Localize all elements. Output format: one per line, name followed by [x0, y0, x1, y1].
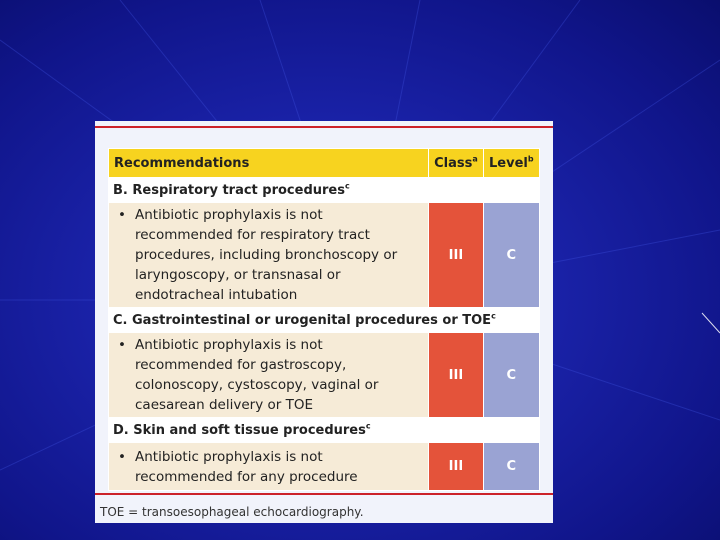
- header-class-sup: a: [472, 154, 478, 164]
- bullet-icon: •: [118, 207, 126, 223]
- section-b-title: B. Respiratory tract procedures$^c$: [109, 178, 540, 203]
- decorative-diagonal-line: [702, 313, 720, 333]
- recommendations-table: [108, 148, 540, 491]
- header-recommendations: Recommendations: [109, 149, 429, 178]
- header-class: Class$^a$: [429, 149, 483, 178]
- section-c-text: Antibiotic prophylaxis is not recommended for gastroscopy, colonoscopy, cystoscopy, vaginal or caesarean delivery or TOE: [135, 337, 379, 413]
- section-d-level: C: [483, 443, 539, 491]
- section-d-recommendation-text: [109, 443, 429, 491]
- section-c-recommendation-text: [109, 333, 429, 418]
- header-level: Level$^b$: [483, 149, 539, 178]
- bullet-icon: •: [118, 448, 126, 465]
- section-d-text: Antibiotic prophylaxis is not recommended for any procedure: [135, 448, 358, 485]
- section-b-level: C: [483, 203, 539, 308]
- section-b-recommendation-row: [109, 203, 540, 308]
- section-c-recommendation-row: [109, 333, 540, 418]
- table-header-row: [109, 149, 540, 178]
- section-d-class: III: [429, 443, 483, 491]
- section-c-title-row: [109, 308, 540, 333]
- section-b-text: Antibiotic prophylaxis is not recommended for respiratory tract procedures, including bronchoscopy or laryngoscopy, or transnasal or endotracheal intubation: [135, 207, 398, 303]
- section-c-level: C: [483, 333, 539, 418]
- top-red-rule: [95, 126, 553, 128]
- section-b-sup: c: [344, 181, 350, 191]
- bottom-red-rule: [95, 493, 553, 495]
- section-c-sup: c: [491, 311, 496, 321]
- section-d-sup: c: [365, 421, 371, 431]
- section-b-class: III: [429, 203, 483, 308]
- section-b-title-row: [109, 178, 540, 203]
- bullet-icon: •: [118, 337, 126, 353]
- section-d-recommendation-row: [109, 443, 540, 491]
- footnote: TOE = transoesophageal echocardiography.: [100, 505, 364, 519]
- section-d-title: D. Skin and soft tissue procedures$^c$: [109, 418, 540, 443]
- section-c-class: III: [429, 333, 483, 418]
- section-b-recommendation-text: [109, 203, 429, 308]
- section-d-title-row: [109, 418, 540, 443]
- header-level-sup: b: [527, 154, 534, 164]
- recommendations-card: [95, 121, 553, 523]
- section-c-title: C. Gastrointestinal or urogenital procedures or TOE$^c$: [109, 308, 540, 333]
